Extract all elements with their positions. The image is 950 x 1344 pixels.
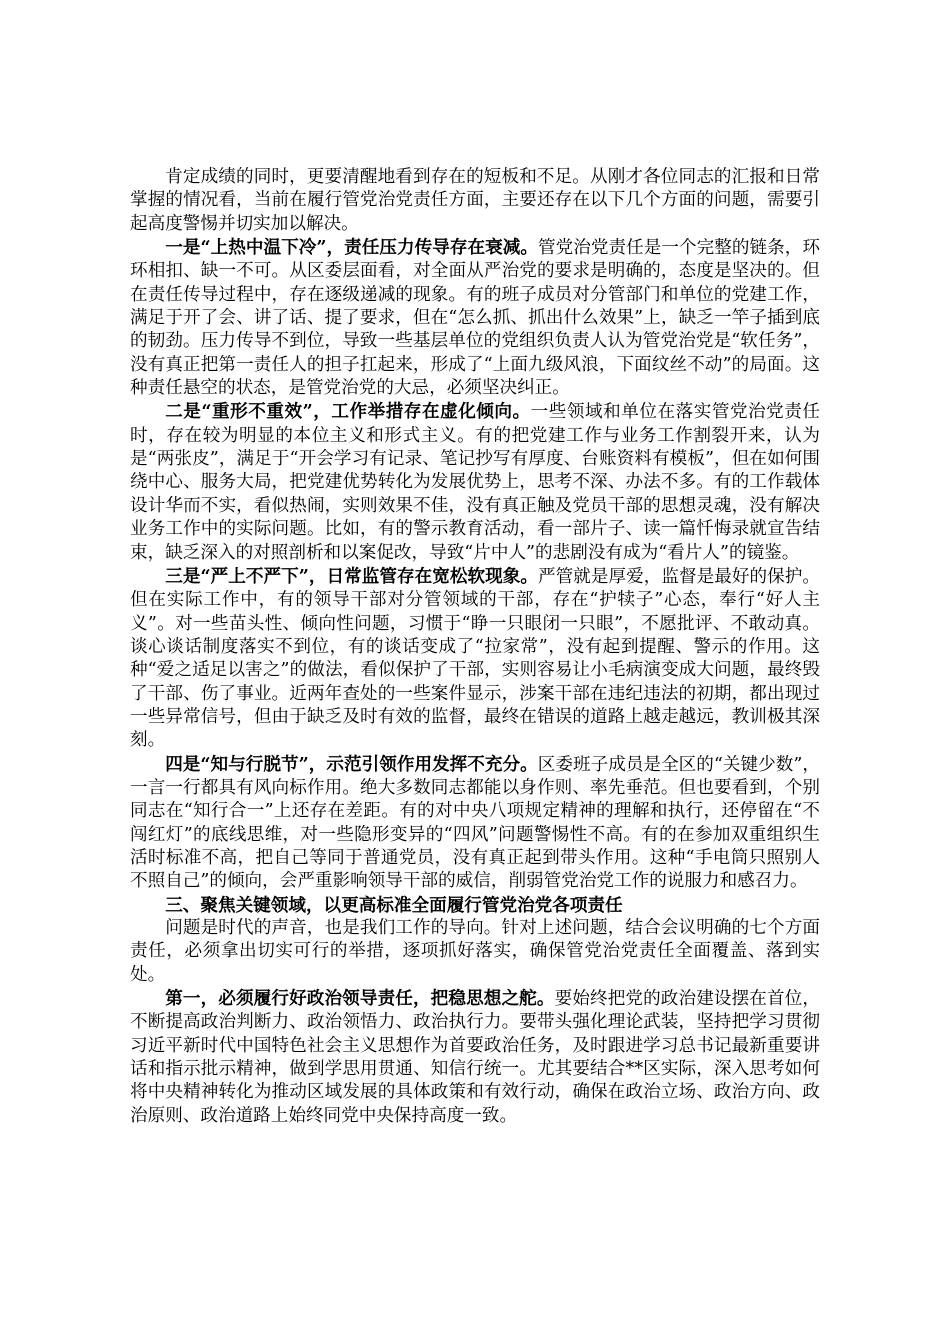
paragraph-issue-3 (130, 565, 820, 753)
paragraph-intro (130, 166, 820, 236)
paragraph-section-3-intro (130, 917, 820, 987)
paragraph-issue-2 (130, 400, 820, 564)
paragraph-issue-4-lead: 四是“知与行脱节”，示范引领作用发挥不充分。 (165, 753, 538, 775)
paragraph-intro-text: 肯定成绩的同时，更要清醒地看到存在的短板和不足。从刚才各位同志的汇报和日常掌握的情况看，当前在履行管党治党责任方面，主要还存在以下几个方面的问题，需要引起高度警惕并切实加以解决。 (130, 167, 820, 234)
paragraph-measure-1 (130, 987, 820, 1128)
paragraph-issue-1 (130, 236, 820, 400)
paragraph-measure-1-text: 要始终把党的政治建设摆在首位，不断提高政治判断力、政治领悟力、政治执行力。要带头强化理论武装，坚持把学习贯彻习近平新时代中国特色社会主义思想作为首要政治任务，及时跟进学习总书记最新重要讲话和指示批示精神，做到学思用贯通、知信行统一。尤其要结合**区实际，深入思考如何将中央精神转化为推动区域发展的具体政策和有效行动，确保在政治立场、政治方向、政治原则、政治道路上始终同党中央保持高度一致。 (130, 989, 820, 1126)
section-heading-3: 三、聚焦关键领域，以更高标准全面履行管党治党各项责任 (165, 894, 623, 916)
paragraph-measure-1-lead: 第一，必须履行好政治领导责任，把稳思想之舵。 (165, 988, 555, 1010)
paragraph-issue-3-lead: 三是“严上不严下”，日常监管存在宽松软现象。 (165, 565, 539, 587)
paragraph-issue-3-text: 严管就是厚爱，监督是最好的保护。但在实际工作中，有的领导干部对分管领域的干部，存在“护犊子”心态，奉行“好人主义”。对一些苗头性、倾向性问题，习惯于“睁一只眼闭一只眼”，不愿批评、不敢动真。谈心谈话制度落实不到位，有的谈话变成了“拉家常”，没有起到提醒、警示的作用。这种“爱之适足以害之”的做法，看似保护了干部，实则容易让小毛病演变成大问题，最终毁了干部、伤了事业。近两年查处的一些案件显示，涉案干部在违纪违法的初期，都出现过一些异常信号，但由于缺乏及时有效的监督，最终在错误的道路上越走越远，教训极其深刻。 (130, 566, 820, 751)
paragraph-section-3-intro-text: 问题是时代的声音，也是我们工作的导向。针对上述问题，结合会议明确的七个方面责任，必须拿出切实可行的举措，逐项抓好落实，确保管党治党责任全面覆盖、落到实处。 (130, 918, 820, 985)
paragraph-issue-4 (130, 753, 820, 894)
paragraph-issue-2-lead: 二是“重形不重效”，工作举措存在虚化倾向。 (165, 401, 531, 423)
paragraph-issue-1-text: 管党治党责任是一个完整的链条，环环相扣、缺一不可。从区委层面看，对全面从严治党的要求是明确的，态度是坚决的。但在责任传导过程中，存在逐级递减的现象。有的班子成员对分管部门和单位的党建工作，满足于开了会、讲了话、提了要求，但在“怎么抓、抓出什么效果”上，缺乏一竿子插到底的韧劲。压力传导不到位，导致一些基层单位的党组织负责人认为管党治党是“软任务”，没有真正把第一责任人的担子扛起来，形成了“上面九级风浪，下面纹丝不动”的局面。这种责任悬空的状态，是管党治党的大忌，必须坚决纠正。 (130, 238, 820, 399)
paragraph-issue-4-text: 区委班子成员是全区的“关键少数”，一言一行都具有风向标作用。绝大多数同志都能以身作则、率先垂范。但也要看到，个别同志在“知行合一”上还存在差距。有的对中央八项规定精神的理解和执行，还停留在“不闯红灯”的底线思维，对一些隐形变异的“四风”问题警惕性不高。有的在参加双重组织生活时标准不高，把自己等同于普通党员，没有真正起到带头作用。这种“手电筒只照别人不照自己”的倾向，会严重影响领导干部的威信，削弱管党治党工作的说服力和感召力。 (130, 754, 820, 892)
paragraph-issue-2-text: 一些领域和单位在落实管党治党责任时，存在较为明显的本位主义和形式主义。有的把党建工作与业务工作割裂开来，认为是“两张皮”，满足于“开会学习有记录、笔记抄写有厚度、台账资料有模板”，但在如何围绕中心、服务大局，把党建优势转化为发展优势上，思考不深、办法不多。有的工作载体设计华而不实，看似热闹，实则效果不佳，没有真正触及党员干部的思想灵魂，没有解决业务工作中的实际问题。比如，有的警示教育活动，看一部片子、读一篇忏悔录就宣告结束，缺乏深入的对照剖析和以案促改，导致“片中人”的悲剧没有成为“看片人”的镜鉴。 (130, 402, 820, 563)
document-body (130, 166, 820, 1128)
paragraph-issue-1-lead: 一是“上热中温下冷”，责任压力传导存在衰减。 (165, 237, 539, 259)
